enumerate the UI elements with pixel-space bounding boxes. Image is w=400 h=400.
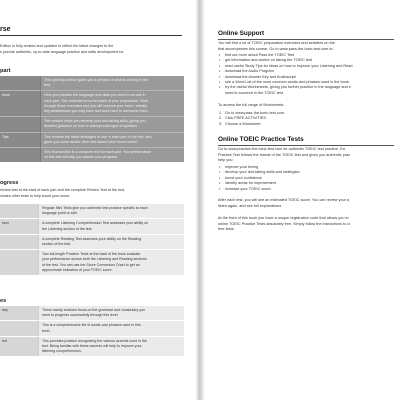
right-page bbox=[204, 0, 400, 400]
list-item: • see a Word List of the most common words and phrases used in the book bbox=[219, 80, 349, 85]
table-row: lary These handy sections focus on the grammar and vocabulary you need to progress successfully through this level. bbox=[0, 306, 184, 320]
bullet-icon: • bbox=[219, 63, 221, 68]
list-item: • boost your confidence bbox=[219, 175, 263, 180]
list-item: • read useful Study Tips for ideas on how to improve your Listening and Read bbox=[219, 63, 353, 68]
list-item: • identify areas for improvement bbox=[219, 181, 277, 186]
list-item: • download the Audio Program bbox=[219, 69, 274, 74]
worksheets-steps bbox=[218, 111, 400, 127]
bullet-icon: • bbox=[219, 58, 221, 63]
table-row: ence Here you practise the language and skills you need to do well in each part. This material forms the basis of your preparation. Work through these exercises and you will improve your score. Identify any weaknesses you may have and work hard to overcome them. bbox=[0, 90, 184, 116]
list-item: • find out more about Pass the TOEIC Test bbox=[219, 53, 295, 57]
table-row: Two full-length Practice Tests at the back of the book evaluate your performance across both the Listening and Reading sections of the test. You can use the Score Conversion Chart to get an approximate indication of your TOEIC score. bbox=[0, 249, 184, 275]
list-item: • try the useful Worksheets, giving you further practice in the language and s bbox=[219, 85, 351, 90]
bullet-icon: • bbox=[219, 85, 221, 90]
list-item: 3. Choose a Worksheet. bbox=[219, 121, 262, 126]
bullet-icon: • bbox=[219, 170, 221, 175]
online-support-list bbox=[218, 53, 400, 96]
progress-text: review test at the start of each part and the complete Review Test at the end, cludes other tests to help boost your score. bbox=[0, 188, 126, 198]
table-row: This opening section gives you a preview of what is coming in the test. bbox=[0, 76, 184, 90]
list-item: • develop your test-taking skills and strategies bbox=[219, 170, 300, 175]
worksheets-intro: To access the full range of Worksheets: bbox=[218, 103, 285, 107]
after-test-text: After each test, you will see an estimated TOEIC score. You can review your a listen again, and see full explanations. bbox=[218, 198, 350, 208]
section-title-part: part bbox=[0, 68, 11, 74]
list-item: • increase your TOEIC score. bbox=[219, 186, 272, 191]
left-page-header-title: rse bbox=[0, 26, 11, 33]
bullet-icon: • bbox=[219, 69, 221, 74]
table-row: This is a comprehensive list of words and phrases used in this level. bbox=[0, 320, 184, 335]
practice-tests-title: Online TOEIC Practice Tests bbox=[218, 136, 394, 146]
left-page-header bbox=[0, 26, 182, 36]
practice-tests-intro: Go to www.practice-the-toeic-test.com for authentic TOEIC test practice. Ea Practice Test follows the format of the TOEIC test and gives you authentic prac help you: bbox=[218, 147, 351, 163]
table-row: Regular Mini Tests give you authentic test practice specific to each language point or skill. bbox=[0, 204, 184, 218]
table-row: sion A complete Listening Comprehension Test assesses your ability on the Listening section of the test. bbox=[0, 218, 184, 233]
bullet-icon: • bbox=[219, 175, 221, 180]
left-page bbox=[0, 0, 196, 400]
section-title-progress: ogress bbox=[0, 180, 19, 186]
list-item: 1. Go to www.pass-the-toeic-test.com. bbox=[219, 111, 285, 115]
resources-table bbox=[0, 306, 184, 356]
online-support-intro: You will find a lot of TOEIC preparation exercises and activities on the that accompanies this course. Go to www.pass-the-toeic-test.com to: bbox=[218, 41, 335, 51]
list-item-continuation: need to succeed in the TOEIC test. bbox=[225, 90, 284, 95]
book-spine bbox=[196, 0, 204, 400]
bullet-icon: • bbox=[219, 74, 221, 79]
practice-tests-list bbox=[218, 165, 400, 192]
registration-text: At the front of this book you have a unique registration code that allows you to online TOEIC Practice Tests absolutely free. Simply follow the instructions to cl free tests. bbox=[218, 216, 350, 232]
list-item: • download the Answer Key and Audioscript bbox=[219, 74, 296, 79]
list-item: • improve your timing bbox=[219, 165, 259, 169]
structure-table bbox=[0, 76, 184, 162]
left-page-intro: Edition is fully revised and updated to reflect the latest changes to the s provide authentic, up-to-date language practice and skills development for bbox=[0, 44, 124, 54]
table-row: This section helps you develop your test-taking skills, giving you detailed guidance on how to attempt each type of question. bbox=[0, 116, 184, 131]
table-row: A complete Reading Test assesses your ability on the Reading section of the test. bbox=[0, 234, 184, 249]
bullet-icon: • bbox=[219, 165, 221, 169]
list-item: 2. Click FREE ACTIVITIES. bbox=[219, 116, 267, 121]
bullet-icon: • bbox=[219, 53, 221, 57]
list-item: • get information and advice on taking the TOEIC test bbox=[219, 58, 313, 63]
bullet-icon: • bbox=[219, 186, 221, 191]
table-row: Tips This reviews the latest strategies to use in each part of the test, and gives you some advice other test-takers have found useful. bbox=[0, 132, 184, 147]
bullet-icon: • bbox=[219, 181, 221, 186]
section-title-resources: es bbox=[0, 298, 7, 304]
progress-table bbox=[0, 204, 184, 275]
bullet-icon: • bbox=[219, 80, 221, 85]
table-row: ext This provides practice recognizing the various accents used in the test. Being familiar with these accents will help to improve your listening comprehension. bbox=[0, 336, 184, 357]
table-row: This final section is a complete test for each part. Your performance on this test will help you assess your progress. bbox=[0, 147, 184, 162]
online-support-title: Online Support bbox=[218, 30, 394, 40]
